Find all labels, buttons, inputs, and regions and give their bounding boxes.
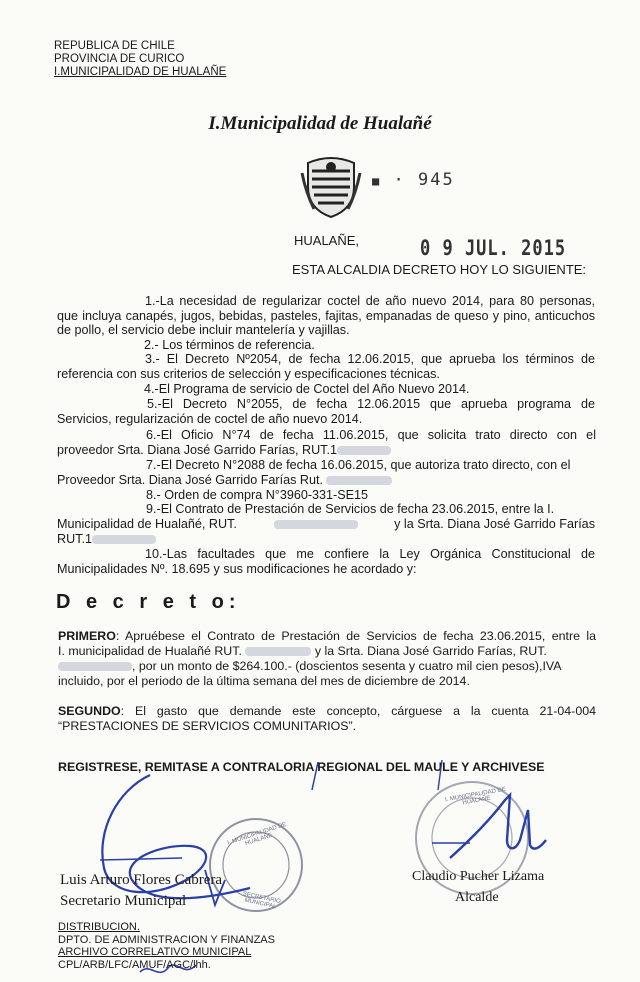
considerando-9-line1: 9.-El Contrato de Prestación de Servicios de fecha 23.06.2015, entre la I. — [146, 502, 555, 516]
secretary-seal-top-text: I. MUNICIPALIDAD DE HUALAÑE — [226, 821, 288, 848]
considerando-3: 3.- El Decreto Nº2054, de fecha 12.06.2015, que aprueba los términos de referencia con sus criterios de selección y especificaciones técnicas. — [57, 352, 595, 381]
primero-line1: PRIMERO: Apruébese el Contrato de Prestación de Servicios de fecha 23.06.2015, entre la — [58, 629, 596, 643]
municipal-crest-icon — [300, 153, 362, 219]
header-country: REPUBLICA DE CHILE — [54, 40, 175, 52]
secretary-name: Luis Arturo Flores Cabrera — [60, 872, 223, 888]
mayor-role: Alcalde — [455, 890, 499, 905]
secretary-seal-text: SECRETARIO MUNICIPAL — [242, 891, 282, 911]
decreto-heading: D e c r e t o: — [56, 591, 241, 613]
distribution-line-2: ARCHIVO CORRELATIVO MUNICIPAL — [58, 946, 252, 958]
considerando-10: 10.-Las facultades que me confiere la Ley Orgánica Constitucional de Municipalidades Nº. 18.695 y sus modificaciones he acordado y: — [57, 547, 595, 576]
mayor-name: Claudio Pucher Lizama — [412, 869, 545, 884]
redacted-rut — [58, 662, 132, 671]
mayor-seal-top-text: I. MUNICIPALIDAD DE HUALAÑE — [444, 786, 507, 807]
segundo-line1: SEGUNDO: El gasto que demande este concepto, cárguese a la cuenta 21-04-004 — [58, 704, 596, 718]
decree-number: ■ · 945 — [372, 170, 455, 190]
considerando-6-line2: proveedor Srta. Diana José Garrido Farías, RUT.1 — [57, 443, 391, 458]
distribution-initials: CPL/ARB/LFC/AMUF/AGC/lhh. — [58, 958, 211, 971]
primero-line3: , por un monto de $264.100.- (doscientos sesenta y cuatro mil cien pesos),IVA — [58, 659, 562, 674]
considerando-7-line1: 7.-El Decreto N°2088 de fecha 16.06.2015, que autoriza trato directo, con el — [146, 458, 571, 472]
redacted-rut — [337, 446, 391, 455]
segundo-line2: “PRESTACIONES DE SERVICIOS COMUNITARIOS”. — [58, 719, 357, 733]
closing-statement: REGISTRESE, REMITASE A CONTRALORIA REGIONAL DEL MAULE Y ARCHIVESE — [58, 760, 545, 774]
header-municipality: I.MUNICIPALIDAD DE HUALAÑE — [54, 66, 227, 78]
header-province: PROVINCIA DE CURICO — [54, 53, 185, 65]
distribution-block — [58, 921, 275, 971]
primero-line2: I. municipalidad de Hualañé RUT. y la Srta. Diana José Garrido Farías, RUT. — [58, 644, 547, 658]
redacted-rut — [274, 520, 358, 529]
redacted-rut — [326, 476, 392, 485]
distribution-title: DISTRIBUCION. — [58, 921, 140, 933]
considerando-7-line2: Proveedor Srta. Diana José Garrido Farías Rut. — [57, 473, 392, 488]
date-stamp: 0 9 JUL. 2015 — [420, 236, 567, 261]
primero-line4: incluido, por el periodo de la última semana del mes de diciembre de 2014. — [58, 674, 470, 688]
considerando-9-line3: RUT.1 — [57, 532, 156, 547]
considerando-6-line1: 6.-El Oficio N°74 de fecha 11.06.2015, que solicita trato directo con el — [146, 428, 596, 442]
segundo-label: SEGUNDO — [58, 704, 121, 718]
redacted-rut — [92, 535, 156, 544]
document-title: I.Municipalidad de Hualañé — [208, 113, 432, 134]
considerando-1: 1.-La necesidad de regularizar coctel de año nuevo 2014, para 80 personas, que incluya canapés, jugos, bebidas, pasteles, fajitas, empanadas de queso y pino, anticuchos de pollo, el servicio debe incluir mantelería y vajillas. — [57, 294, 595, 338]
distribution-line-1: DPTO. DE ADMINISTRACION Y FINANZAS — [58, 933, 275, 946]
considerando-5: 5.-El Decreto N°2055, de fecha 12.06.2015 que aprueba programa de Servicios, regularización de coctel de año nuevo 2014. — [57, 397, 595, 426]
secretary-role: Secretario Municipal — [60, 893, 187, 909]
considerando-2: 2.- Los términos de referencia. — [144, 338, 315, 352]
primero-label: PRIMERO — [58, 629, 116, 643]
place-label: HUALAÑE, — [294, 233, 360, 248]
considerando-9-line2: Municipalidad de Hualañé, RUT. y la Srta. Diana José Garrido Farías — [57, 517, 595, 531]
intro-line: ESTA ALCALDIA DECRETO HOY LO SIGUIENTE: — [292, 262, 587, 277]
redacted-rut — [245, 647, 311, 656]
considerando-4: 4.-El Programa de servicio de Coctel del Año Nuevo 2014. — [144, 382, 470, 396]
considerando-8: 8.- Orden de compra N°3960-331-SE15 — [146, 488, 369, 502]
